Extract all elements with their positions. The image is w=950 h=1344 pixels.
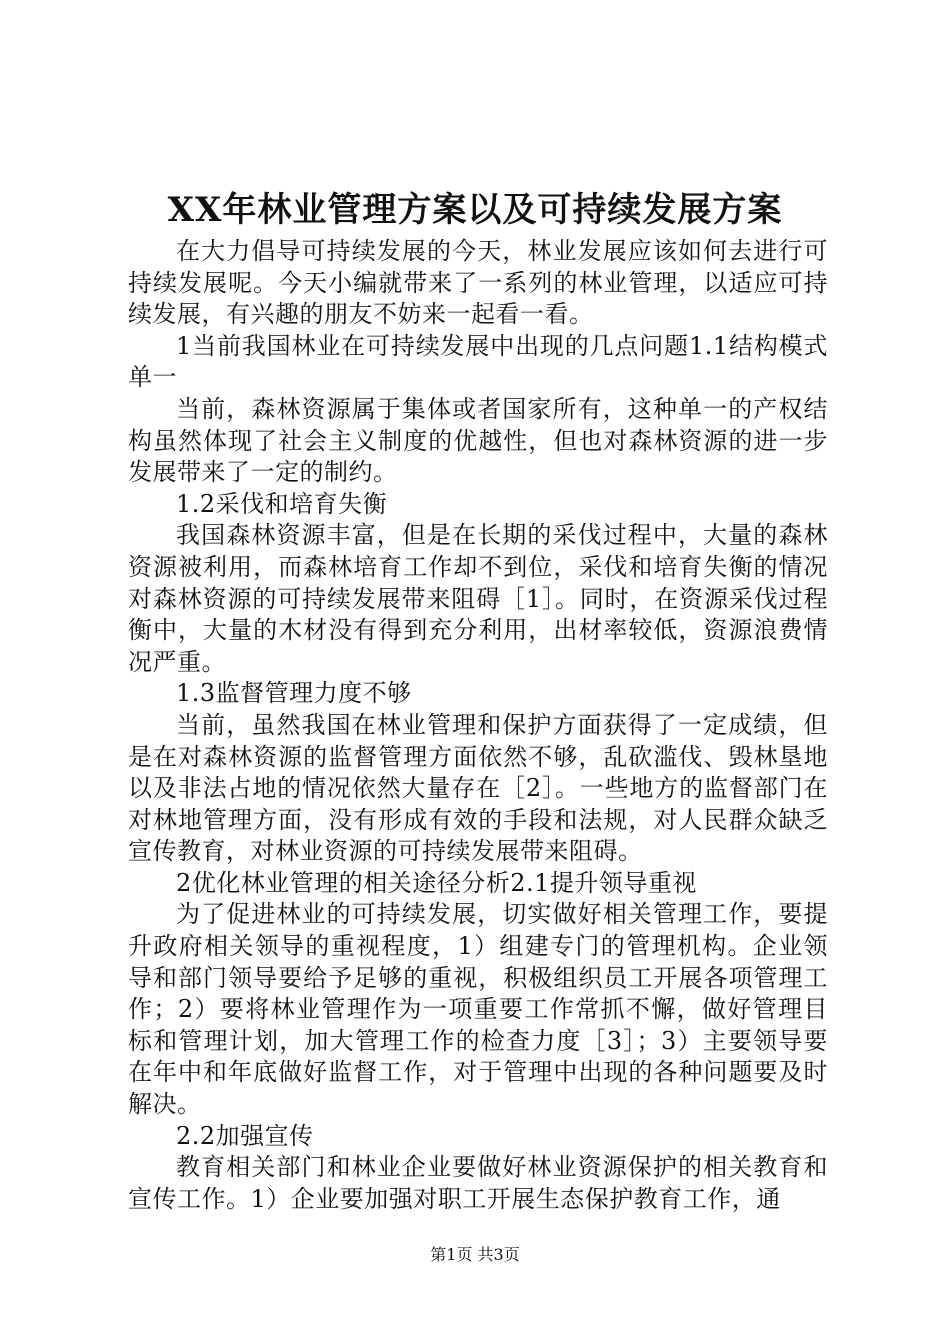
paragraph-1-3: 当前，虽然我国在林业管理和保护方面获得了一定成绩，但是在对森林资源的监督管理方面依然不够，乱砍滥伐、毁林垦地以及非法占地的情况依然大量存在［2］。一些地方的监督部门在对林地管理方面，没有形成有效的手段和法规，对人民群众缺乏宣传教育，对林业资源的可持续发展带来阻碍。	[128, 710, 828, 866]
paragraph-2-1: 为了促进林业的可持续发展，切实做好相关管理工作，要提升政府相关领导的重视程度，1）组建专门的管理机构。企业领导和部门领导要给予足够的重视，积极组织员工开展各项管理工作；2）要将林业管理作为一项重要工作常抓不懈，做好管理目标和管理计划，加大管理工作的检查力度［3］；3）主要领导要在年中和年底做好监督工作，对于管理中出现的各种问题要及时解决。	[128, 900, 828, 1119]
heading-2-2: 2.2加强宣传	[176, 1121, 314, 1150]
heading-1-3: 1.3监督管理力度不够	[176, 679, 412, 708]
page-number-footer: 第1页 共3页	[430, 1245, 520, 1264]
heading-section-2: 2优化林业管理的相关途径分析2.1提升领导重视	[176, 868, 697, 897]
paragraph-intro: 在大力倡导可持续发展的今天，林业发展应该如何去进行可持续发展呢。今天小编就带来了一系列的林业管理，以适应可持续发展，有兴趣的朋友不妨来一起看一看。	[128, 237, 828, 329]
heading-section-1: 1当前我国林业在可持续发展中出现的几点问题1.1结构模式单一	[128, 331, 828, 392]
paragraph-1-2: 我国森林资源丰富，但是在长期的采伐过程中，大量的森林资源被利用，而森林培育工作却不到位，采伐和培育失衡的情况对森林资源的可持续发展带来阻碍［1］。同时，在资源采伐过程衡中，大量的木材没有得到充分利用，出材率较低，资源浪费情况严重。	[128, 521, 828, 676]
document-title: XX年林业管理方案以及可持续发展方案	[167, 190, 783, 230]
paragraph-2-2: 教育相关部门和林业企业要做好林业资源保护的相关教育和宣传工作。1）企业要加强对职工开展生态保护教育工作，通	[128, 1153, 828, 1213]
paragraph-1-1: 当前，森林资源属于集体或者国家所有，这种单一的产权结构虽然体现了社会主义制度的优越性，但也对森林资源的进一步发展带来了一定的制约。	[128, 394, 828, 487]
heading-1-2: 1.2采伐和培育失衡	[176, 489, 388, 518]
document-body	[128, 236, 828, 1215]
